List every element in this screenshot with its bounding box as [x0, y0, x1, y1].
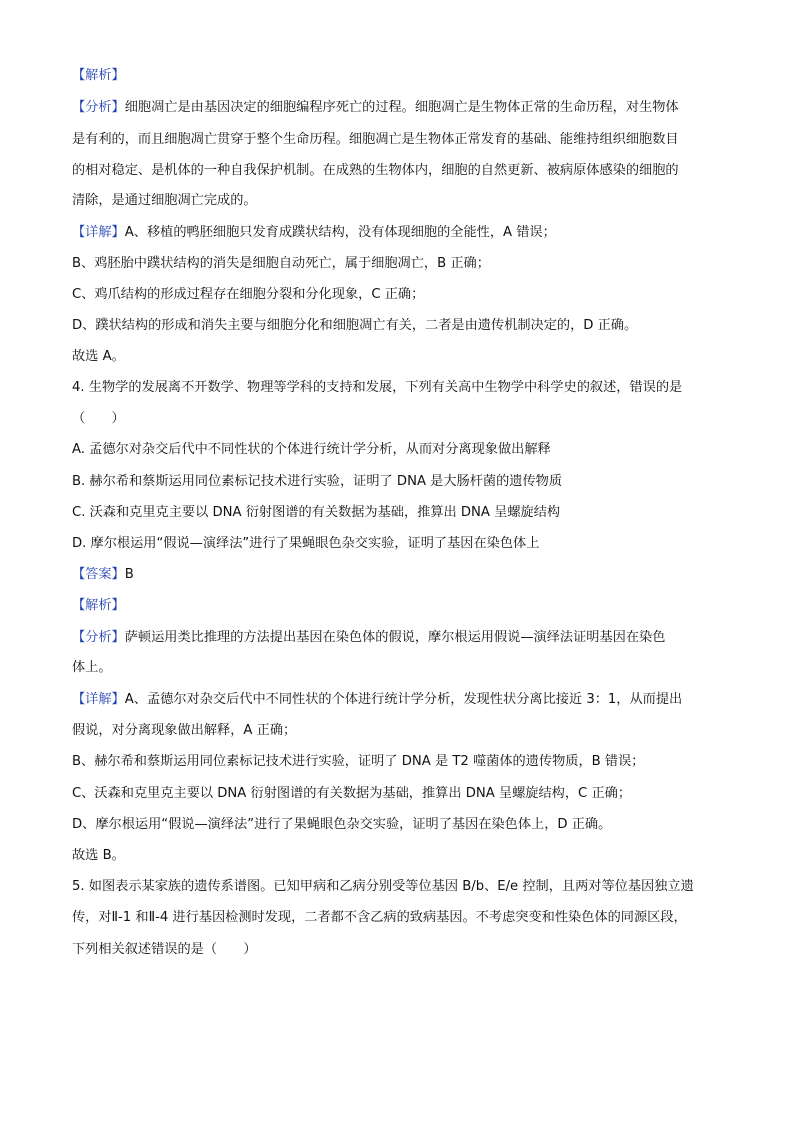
q4-stem-line-1: 4. 生物学的发展离不开数学、物理等学科的支持和发展，下列有关高中生物学中科学史的叙述，错误的是: [72, 380, 683, 395]
q4-fenxi-line-1: [72, 628, 732, 648]
q3-xiangjie-line-3: C、鸡爪结构的形成过程存在细胞分裂和分化现象，C 正确；: [72, 287, 425, 302]
q4-xiangjie-line-1: [72, 690, 732, 710]
q4-option-d: D. 摩尔根运用“假说—演绎法”进行了果蝇眼色杂交实验，证明了基因在染色体上: [72, 536, 540, 551]
fenxi-text: 萨顿运用类比推理的方法提出基因在染色体的假说，摩尔根运用假说—演绎法证明基因在染色: [124, 630, 666, 645]
q3-fenxi-line-1: [72, 98, 732, 118]
answer-value: B: [124, 567, 134, 582]
q5-stem-line-3: 下列相关叙述错误的是（ ）: [72, 942, 257, 957]
q4-option-c: C. 沃森和克里克主要以 DNA 衍射图谱的有关数据为基础，推算出 DNA 呈螺旋结构: [72, 505, 561, 520]
q3-fenxi-line-2: 是有利的，而且细胞凋亡贯穿于整个生命历程。细胞凋亡是生物体正常发育的基础、能维持组织细胞数目: [72, 132, 679, 147]
fenxi-text: 细胞凋亡是由基因决定的细胞编程序死亡的过程。细胞凋亡是生物体正常的生命历程，对生物体: [124, 100, 679, 115]
q3-analysis-heading: [72, 66, 732, 86]
analysis-tag: 【解析】: [72, 598, 125, 613]
q4-stem-line-2: （ ）: [72, 411, 125, 426]
fenxi-tag: 【分析】: [72, 100, 125, 115]
q4-analysis-heading: [72, 596, 732, 616]
q3-xiangjie-line-2: B、鸡胚胎中蹼状结构的消失是细胞自动死亡，属于细胞凋亡，B 正确；: [72, 256, 490, 271]
q4-xiangjie-line-2: 假说，对分离现象做出解释，A 正确；: [72, 723, 297, 738]
q4-option-a: A. 孟德尔对杂交后代中不同性状的个体进行统计学分析，从而对分离现象做出解释: [72, 442, 551, 457]
q3-xiangjie-line-4: D、蹼状结构的形成和消失主要与细胞分化和细胞凋亡有关，二者是由遗传机制决定的，D 正确。: [72, 318, 638, 333]
q5-stem-line-1: 5. 如图表示某家族的遗传系谱图。已知甲病和乙病分别受等位基因 B/b、E/e 控制，且两对等位基因独立遗: [72, 879, 694, 894]
xiangjie-text: A、移植的鸭胚细胞只发育成蹼状结构，没有体现细胞的全能性，A 错误；: [124, 225, 556, 240]
q4-xiangjie-line-3: B、赫尔希和蔡斯运用同位素标记技术进行实验，证明了 DNA 是 T2 噬菌体的遗传物质，B 错误；: [72, 754, 645, 769]
q5-stem-line-2: 传，对Ⅱ-1 和Ⅱ-4 进行基因检测时发现，二者都不含乙病的致病基因。不考虑突变和性染色体的同源区段，: [72, 910, 687, 925]
q3-fenxi-line-3: 的相对稳定、是机体的一种自我保护机制。在成熟的生物体内，细胞的自然更新、被病原体感染的细胞的: [72, 163, 679, 178]
xiangjie-tag: 【详解】: [72, 225, 125, 240]
q4-xiangjie-line-4: C、沃森和克里克主要以 DNA 衍射图谱的有关数据为基础，推算出 DNA 呈螺旋结构，C 正确；: [72, 786, 632, 801]
q4-fenxi-line-2: 体上。: [72, 660, 112, 675]
xiangjie-tag: 【详解】: [72, 692, 125, 707]
fenxi-tag: 【分析】: [72, 630, 125, 645]
q4-option-b: B. 赫尔希和蔡斯运用同位素标记技术进行实验，证明了 DNA 是大肠杆菌的遗传物质: [72, 474, 563, 489]
answer-tag: 【答案】: [72, 567, 125, 582]
xiangjie-text: A、孟德尔对杂交后代中不同性状的个体进行统计学分析，发现性状分离比接近 3：1，从而提出: [124, 692, 683, 707]
q4-conclusion: 故选 B。: [72, 848, 125, 863]
q4-xiangjie-line-5: D、摩尔根运用“假说—演绎法”进行了果蝇眼色杂交实验，证明了基因在染色体上，D 正确。: [72, 817, 612, 832]
q4-answer-line: [72, 565, 732, 585]
analysis-tag: 【解析】: [72, 68, 125, 83]
q3-conclusion: 故选 A。: [72, 349, 125, 364]
q3-xiangjie-line-1: [72, 223, 732, 243]
q3-fenxi-line-4: 清除，是通过细胞凋亡完成的。: [72, 193, 257, 208]
